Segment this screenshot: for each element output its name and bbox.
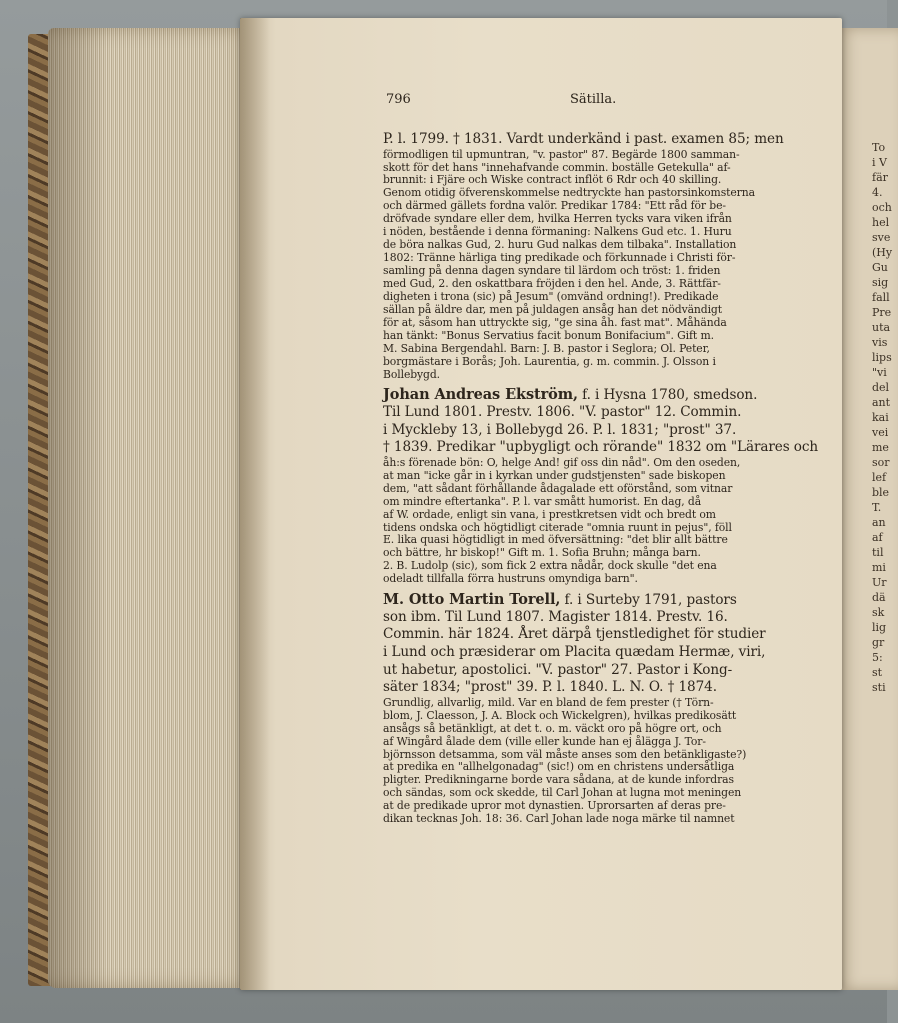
- facing-fragment: gr: [872, 636, 885, 649]
- line-text: björnsson detsamma, som väl måste anses som den betänkligaste?): [383, 747, 747, 761]
- facing-fragment: i V: [872, 156, 887, 169]
- facing-fragment: fall: [872, 291, 890, 304]
- facing-fragment: vei: [872, 426, 889, 439]
- facing-fragment: (Hy: [872, 246, 893, 259]
- stacked-page-edges: [48, 28, 253, 988]
- text-line: [383, 644, 817, 662]
- facing-fragment: uta: [872, 321, 891, 334]
- line-text: son ibm. Til Lund 1807. Magister 1814. Prestv. 16.: [383, 608, 728, 625]
- facing-fragment: "vi: [872, 366, 887, 379]
- page-header: [386, 92, 816, 112]
- line-text: sällan på äldre dar, men på juldagen ansåg han det nödvändigt: [383, 302, 722, 316]
- facing-fragment: til: [872, 546, 884, 559]
- line-text: Grundlig, allvarlig, mild. Var en bland de fem prester († Törn-: [383, 695, 714, 709]
- line-text: tidens ondska och högtidligt citerade "omnia ruunt in pejus", föll: [383, 520, 732, 534]
- text-line: [383, 609, 817, 627]
- text-line: [383, 386, 817, 404]
- facing-fragment: ble: [872, 486, 890, 499]
- page-number: 796: [386, 92, 411, 107]
- entry-name: M. Otto Martin Torell,: [383, 591, 561, 609]
- line-text: at man "icke går in i kyrkan under gudstjensten" sade biskopen: [383, 468, 726, 482]
- text-line: [383, 813, 817, 826]
- line-text: blom, J. Claesson, J. A. Block och Wickelgren), hvilkas predikosätt: [383, 708, 737, 722]
- line-text: för at, såsom han uttryckte sig, "ge sina åh. fast mat". Måhända: [383, 315, 727, 329]
- line-text: de böra nalkas Gud, 2. huru Gud nalkas dem tilbaka". Installation: [383, 238, 737, 252]
- text-line: [383, 369, 817, 382]
- text-line: [383, 439, 817, 457]
- facing-fragment: och: [872, 201, 892, 214]
- facing-fragment: st: [872, 666, 883, 679]
- line-text: af W. ordade, enligt sin vana, i prestkretsen vidt och bredt om: [383, 507, 716, 521]
- line-text: brunnit: i Fjäre och Wiske contract inflöt 6 Rdr och 40 skilling.: [383, 173, 722, 187]
- facing-fragment: ant: [872, 396, 891, 409]
- facing-fragment: sti: [872, 681, 886, 694]
- facing-fragment: mi: [872, 561, 886, 574]
- line-text: Til Lund 1801. Prestv. 1806. "V. pastor" 12. Commin.: [383, 404, 742, 421]
- facing-fragment: hel: [872, 216, 890, 229]
- line-text: P. l. 1799. † 1831. Vardt underkänd i past. examen 85; men: [383, 131, 784, 147]
- facing-fragment: sve: [872, 231, 891, 244]
- line-text: om mindre eftertanka". P. l. var smått humorist. En dag, då: [383, 494, 702, 508]
- line-text: förmodligen til upmuntran, "v. pastor" 87. Begärde 1800 samman-: [383, 147, 740, 161]
- line-text: Bollebygd.: [383, 367, 440, 381]
- line-text: † 1839. Predikar "upbygligt och rörande" 1832 om "Lärares och: [383, 439, 819, 456]
- line-text: af Wingård ålade dem (ville eller kunde han ej ålägga J. Tor-: [383, 734, 706, 748]
- facing-fragment: del: [872, 381, 890, 394]
- facing-fragment: Gu: [872, 261, 888, 274]
- line-text: M. Sabina Bergendahl. Barn: J. B. pastor i Seglora; Ol. Peter,: [383, 341, 710, 355]
- line-text: 1802: Tränne härliga ting predikade och förkunnade i Christi för-: [383, 251, 736, 265]
- line-text: Commin. här 1824. Året därpå tjenstledighet för studier: [383, 626, 766, 643]
- facing-fragment: sig: [872, 276, 889, 289]
- line-text: ansågs så betänkligt, at det t. o. m. väckt oro på högre ort, och: [383, 721, 722, 735]
- line-text: med Gud, 2. den oskattbara fröjden i den hel. Ande, 3. Rättfär-: [383, 276, 721, 290]
- facing-fragment: an: [872, 516, 886, 529]
- line-text: åh:s förenade bön: O, helge And! gif oss din nåd". Om den oseden,: [383, 455, 741, 469]
- facing-page-text: [872, 140, 892, 695]
- line-text: Genom otidig öfverenskommelse nedtryckte han pastorsinkomsterna: [383, 186, 755, 200]
- line-text: han tänkt: "Bonus Servatius facit bonum Bonifacium". Gift m.: [383, 328, 714, 342]
- text-line: [383, 662, 817, 680]
- line-text: skott för det hans "innehafvande commin. boställe Getekulla" af-: [383, 160, 731, 174]
- entry-name: Johan Andreas Ekström,: [383, 386, 578, 404]
- facing-fragment: lips: [872, 351, 892, 364]
- line-text: f. i Hysna 1780, smedson.: [577, 387, 758, 404]
- line-text: och sändas, som ock skedde, til Carl Johan at lugna mot meningen: [383, 786, 742, 800]
- facing-fragment: me: [872, 441, 889, 454]
- line-text: 2. B. Ludolp (sic), som fick 2 extra nådår, dock skulle "det ena: [383, 559, 717, 573]
- line-text: säter 1834; "prost" 39. P. l. 1840. L. N. O. † 1874.: [383, 679, 717, 696]
- facing-fragment: vis: [872, 336, 888, 349]
- text-line: [383, 356, 817, 369]
- text-line: [383, 404, 817, 422]
- line-text: at de predikade upror mot dynastien. Uprorsarten af deras pre-: [383, 799, 726, 813]
- facing-fragment: Pre: [872, 306, 892, 319]
- line-text: dikan tecknas Joh. 18: 36. Carl Johan lade noga märke til namnet: [383, 812, 735, 826]
- line-text: at predika en "allhelgonadag" (sic!) om en christens undersåtliga: [383, 760, 735, 774]
- facing-fragment: To: [872, 141, 886, 154]
- line-text: f. i Surteby 1791, pastors: [560, 592, 737, 609]
- facing-fragment: dä: [872, 591, 886, 604]
- line-text: i nöden, bestående i denna förmaning: Nalkens Gud etc. 1. Huru: [383, 225, 732, 239]
- facing-fragment: sk: [872, 606, 885, 619]
- text-line: [383, 422, 817, 440]
- text-line: [383, 626, 817, 644]
- line-text: ut habetur, apostolici. "V. pastor" 27. Pastor i Kong-: [383, 661, 733, 678]
- line-text: E. lika quasi högtidligt in med öfversättning: "det blir allt bättre: [383, 533, 728, 547]
- line-text: pligter. Predikningarne borde vara sådana, at de kunde infordras: [383, 773, 734, 787]
- page-body: [383, 131, 817, 826]
- text-line: [383, 591, 817, 609]
- line-text: och därmed gällets fordna valör. Predikar 1784: "Ett råd för be-: [383, 199, 726, 213]
- running-head: Sätilla.: [570, 92, 617, 107]
- line-text: i Lund och præsiderar om Placita quædam Hermæ, viri,: [383, 644, 766, 660]
- facing-fragment: lig: [872, 621, 887, 634]
- line-text: digheten i trona (sic) på Jesum" (omvänd ordning!). Predikade: [383, 289, 719, 303]
- facing-fragment: lef: [872, 471, 887, 484]
- line-text: dem, "att sådant förhållande ådagalade ett oförstånd, som vitnar: [383, 481, 733, 495]
- text-line: [383, 573, 817, 586]
- facing-fragment: sor: [872, 456, 890, 469]
- line-text: dröfvade syndare eller dem, hvilka Herren tycks vara viken ifrån: [383, 212, 732, 226]
- text-line: [383, 131, 817, 149]
- facing-fragment: kai: [872, 411, 889, 424]
- line-text: borgmästare i Borås; Joh. Laurentia, g. m. commin. J. Olsson i: [383, 354, 716, 368]
- text-line: [383, 679, 817, 697]
- facing-fragment: af: [872, 531, 883, 544]
- line-text: odeladt tillfalla förra hustruns omyndiga barn".: [383, 572, 638, 586]
- line-text: och bättre, hr biskop!" Gift m. 1. Sofia Bruhn; många barn.: [383, 546, 701, 560]
- line-text: samling på denna dagen syndare til lärdom och tröst: 1. friden: [383, 264, 721, 278]
- facing-fragment: T.: [872, 501, 882, 514]
- line-text: i Myckleby 13, i Bollebygd 26. P. l. 1831; "prost" 37.: [383, 421, 737, 438]
- facing-fragment: Ur: [872, 576, 887, 589]
- facing-fragment: 5:: [872, 651, 883, 664]
- facing-fragment: 4.: [872, 186, 883, 199]
- facing-fragment: fär: [872, 171, 888, 184]
